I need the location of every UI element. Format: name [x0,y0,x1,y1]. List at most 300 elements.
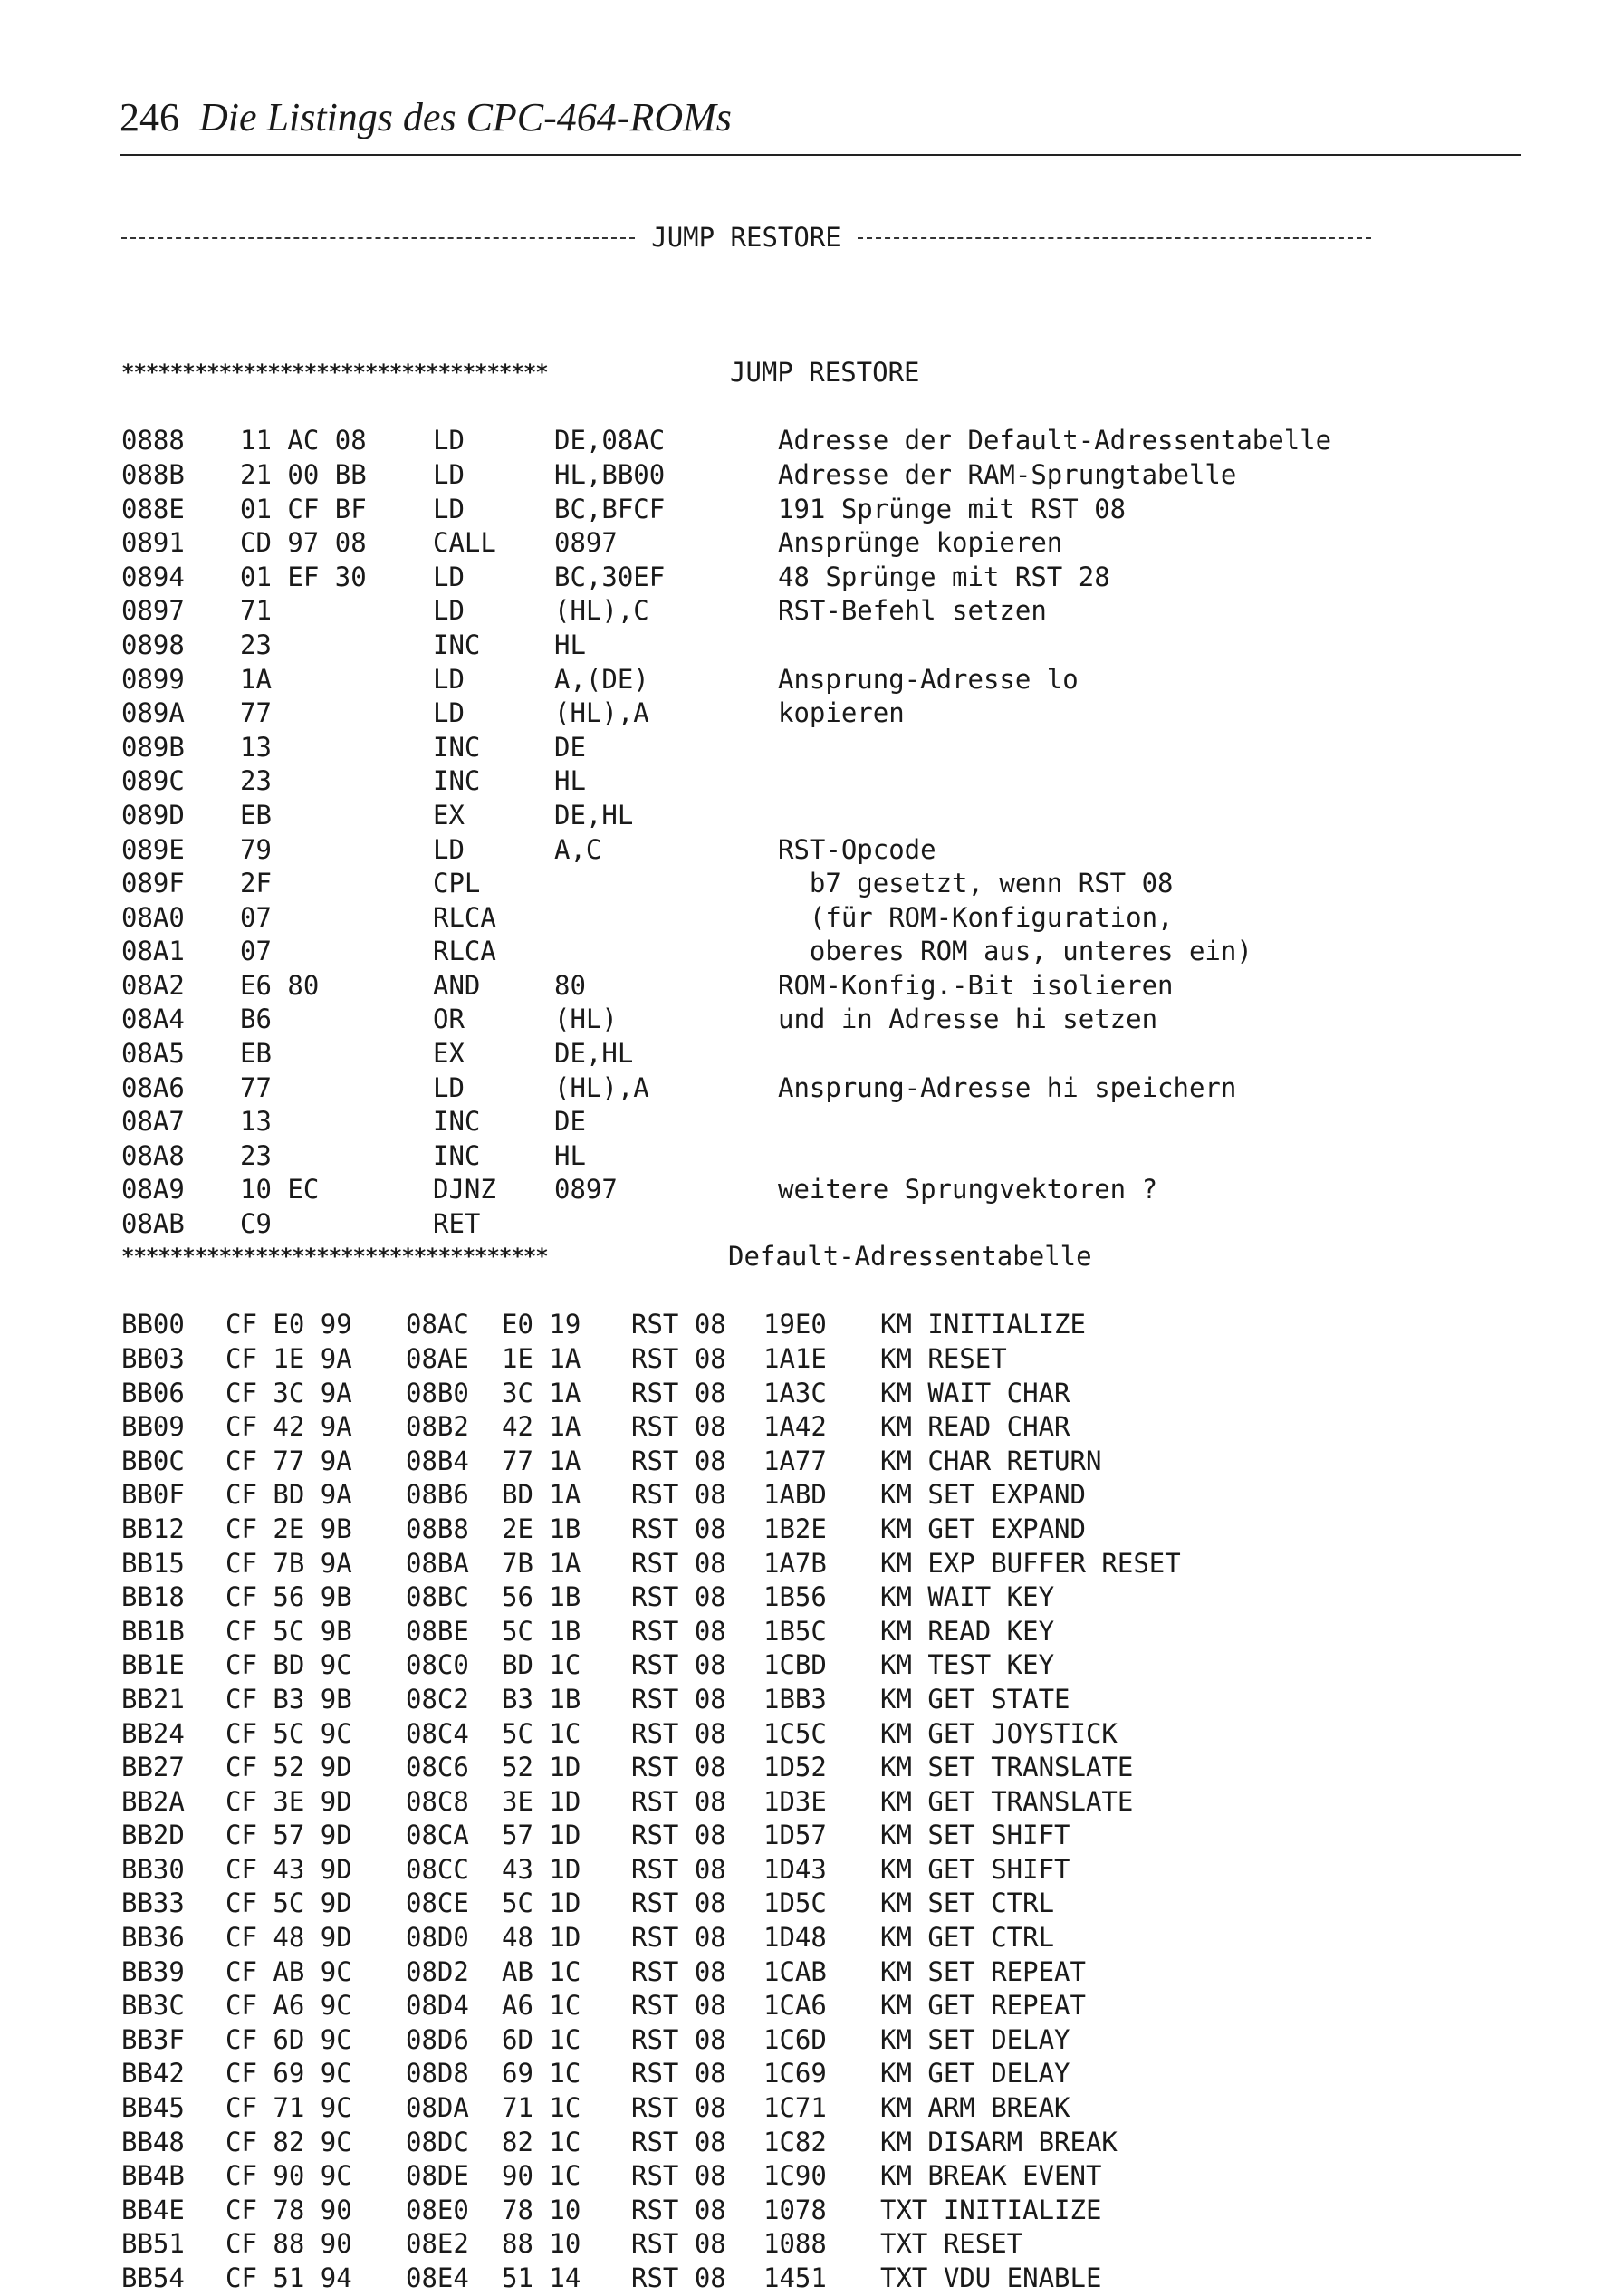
table-address: 08BC [406,1581,469,1613]
target-address: 1ABD [763,1479,827,1511]
jump-bytes: CF 51 94 [225,2262,352,2293]
jump-bytes: CF B3 9B [225,1683,352,1715]
table-row [121,1410,1070,1445]
table-heading: Default-Adressentabelle [728,1241,1092,1273]
rst-instruction: RST 08 [631,2194,726,2225]
operand: DE,HL [554,1038,634,1070]
routine-name: KM DISARM BREAK [880,2126,1118,2157]
table-address: 08D0 [406,1922,469,1954]
table-bytes: 77 1A [502,1445,581,1476]
operand: (HL),A [554,697,649,729]
routine-name: KM READ KEY [880,1615,1055,1647]
routine-name: TXT VDU ENABLE [880,2262,1102,2293]
operand: (HL),C [554,595,649,627]
table-bytes: 71 1C [502,2092,581,2124]
rst-instruction: RST 08 [631,1513,726,1544]
jump-address: BB51 [121,2228,185,2260]
target-address: 1A7B [763,1547,827,1579]
listing-row [121,526,1063,561]
jump-address: BB45 [121,2092,185,2124]
routine-name: KM GET TRANSLATE [880,1785,1134,1817]
target-address: 1C90 [763,2160,827,2192]
table-address: 08AC [406,1309,469,1340]
jump-restore-listing [121,288,1332,1242]
target-address: 1088 [763,2228,827,2260]
jump-address: BB48 [121,2126,185,2157]
listing-row [121,731,586,765]
table-row [121,1342,1007,1377]
mnemonic: RLCA [433,936,496,967]
table-address: 08D6 [406,2023,469,2055]
jump-bytes: CF 6D 9C [225,2023,352,2055]
operand: 0897 [554,527,618,559]
address: 088E [121,493,185,524]
address: 089E [121,833,185,865]
address: 089C [121,765,185,797]
comment: 48 Sprünge mit RST 28 [778,561,1110,592]
target-address: 1CBD [763,1649,827,1681]
routine-name: KM SET EXPAND [880,1479,1086,1511]
target-address: 1C71 [763,2092,827,2124]
routine-name: KM GET EXPAND [880,1513,1086,1544]
operand: 0897 [554,1174,618,1206]
jump-bytes: CF E0 99 [225,1309,352,1340]
table-row [121,1377,1070,1411]
table-bytes: 90 1C [502,2160,581,2192]
operand: DE [554,731,586,763]
address: 08A0 [121,901,185,933]
jump-bytes: CF BD 9A [225,1479,352,1511]
table-bytes: 3C 1A [502,1377,581,1408]
mnemonic: EX [433,1038,465,1070]
operand: DE,HL [554,799,634,831]
table-address: 08BA [406,1547,469,1579]
target-address: 1C5C [763,1717,827,1749]
jump-bytes: CF AB 9C [225,1955,352,1987]
jump-address: BB1B [121,1615,185,1647]
routine-name: KM TEST KEY [880,1649,1055,1681]
comment: und in Adresse hi setzen [778,1004,1158,1035]
jump-bytes: CF 69 9C [225,2058,352,2089]
jump-address: BB33 [121,1888,185,1919]
address: 0894 [121,561,185,592]
jump-bytes: CF 1E 9A [225,1342,352,1374]
routine-name: TXT RESET [880,2228,1023,2260]
listing-row [121,901,1174,936]
listing-header-row [121,356,920,390]
mnemonic: DJNZ [433,1174,496,1206]
table-header-row [121,1240,1092,1274]
jump-address: BB27 [121,1752,185,1783]
table-bytes: B3 1B [502,1683,581,1715]
target-address: 1A77 [763,1445,827,1476]
operand: A,(DE) [554,663,649,695]
jump-address: BB42 [121,2058,185,2089]
mnemonic: INC [433,765,481,797]
target-address: 1D5C [763,1888,827,1919]
jump-bytes: CF BD 9C [225,1649,352,1681]
operand: HL [554,629,586,660]
jump-address: BB3C [121,1990,185,2022]
rst-instruction: RST 08 [631,1649,726,1681]
jump-address: BB00 [121,1309,185,1340]
jump-address: BB3F [121,2023,185,2055]
target-address: 1CA6 [763,1990,827,2022]
mnemonic: LD [433,595,465,627]
table-address: 08CA [406,1820,469,1851]
mnemonic: LD [433,561,465,592]
address: 08A2 [121,969,185,1001]
jump-address: BB03 [121,1342,185,1374]
opcode-bytes: 1A [240,663,272,695]
page-header [120,89,1521,147]
jump-bytes: CF 90 9C [225,2160,352,2192]
routine-name: KM GET JOYSTICK [880,1717,1118,1749]
listing-row [121,629,586,663]
table-address: 08DE [406,2160,469,2192]
operand: BC,30EF [554,561,666,592]
running-title: Die Listings des CPC-464-ROMs [199,95,732,139]
mnemonic: LD [433,458,465,490]
operand: DE [554,1106,586,1138]
address: 0899 [121,663,185,695]
rst-instruction: RST 08 [631,1615,726,1647]
operand: DE,08AC [554,425,666,456]
operand: HL [554,1139,586,1171]
routine-name: KM CHAR RETURN [880,1445,1102,1476]
jump-bytes: CF 82 9C [225,2126,352,2157]
table-address: 08BE [406,1615,469,1647]
table-address: 08DA [406,2092,469,2124]
routine-name: KM GET STATE [880,1683,1070,1715]
address: 0897 [121,595,185,627]
opcode-bytes: 07 [240,936,272,967]
operand: HL [554,765,586,797]
table-address: 08D4 [406,1990,469,2022]
jump-bytes: CF A6 9C [225,1990,352,2022]
table-bytes: 5C 1B [502,1615,581,1647]
opcode-bytes: 01 EF 30 [240,561,367,592]
mnemonic: LD [433,697,465,729]
comment: Adresse der RAM-Sprungtabelle [778,458,1237,490]
jump-address: BB0C [121,1445,185,1476]
mnemonic: AND [433,969,481,1001]
rst-instruction: RST 08 [631,1990,726,2022]
jump-address: BB2D [121,1820,185,1851]
rst-instruction: RST 08 [631,2092,726,2124]
table-address: 08B4 [406,1445,469,1476]
routine-name: KM GET DELAY [880,2058,1070,2089]
routine-name: KM ARM BREAK [880,2092,1070,2124]
listing-row [121,1003,1158,1037]
table-row [121,1785,1134,1820]
listing-row [121,833,936,868]
jump-bytes: CF 42 9A [225,1411,352,1443]
rst-instruction: RST 08 [631,1309,726,1340]
jump-address: BB30 [121,1853,185,1885]
table-bytes: BD 1A [502,1479,581,1511]
target-address: 1BB3 [763,1683,827,1715]
mnemonic: INC [433,1139,481,1171]
table-bytes: 48 1D [502,1922,581,1954]
routine-name: KM SET REPEAT [880,1955,1086,1987]
mnemonic: RET [433,1208,481,1240]
jump-bytes: CF 57 9D [225,1820,352,1851]
comment: kopieren [778,697,905,729]
jump-address: BB39 [121,1955,185,1987]
address: 0888 [121,425,185,456]
table-bytes: 69 1C [502,2058,581,2089]
mnemonic: CPL [433,868,481,899]
jump-address: BB18 [121,1581,185,1613]
page-number: 246 [120,95,179,139]
jump-bytes: CF 43 9D [225,1853,352,1885]
routine-name: KM GET CTRL [880,1922,1055,1954]
table-address: 08CC [406,1853,469,1885]
table-address: 08E4 [406,2262,469,2293]
table-address: 08E2 [406,2228,469,2260]
table-bytes: 1E 1A [502,1342,581,1374]
rst-instruction: RST 08 [631,2126,726,2157]
address: 088B [121,458,185,490]
target-address: 1C69 [763,2058,827,2089]
target-address: 1D57 [763,1820,827,1851]
jump-bytes: CF 5C 9D [225,1888,352,1919]
rst-instruction: RST 08 [631,2023,726,2055]
comment: RST-Opcode [778,833,936,865]
opcode-bytes: EB [240,799,272,831]
jump-address: BB0F [121,1479,185,1511]
comment: weitere Sprungvektoren ? [778,1174,1158,1206]
address: 08A4 [121,1004,185,1035]
address: 08A7 [121,1106,185,1138]
jump-bytes: CF 7B 9A [225,1547,352,1579]
opcode-bytes: 01 CF BF [240,493,367,524]
target-address: 1B56 [763,1581,827,1613]
opcode-bytes: B6 [240,1004,272,1035]
table-bytes: 56 1B [502,1581,581,1613]
listing-row [121,458,1237,493]
table-row [121,2227,1023,2262]
listing-row [121,696,905,731]
dash-rule-right [858,237,1371,239]
header-rule [120,154,1521,156]
listing-row [121,764,586,799]
opcode-bytes: 23 [240,1139,272,1171]
jump-bytes: CF 71 9C [225,2092,352,2124]
listing-row [121,799,634,833]
opcode-bytes: CD 97 08 [240,527,367,559]
table-row [121,1955,1086,1990]
table-bytes: 52 1D [502,1752,581,1783]
jump-address: BB2A [121,1785,185,1817]
target-address: 19E0 [763,1309,827,1340]
opcode-bytes: 2F [240,868,272,899]
jump-address: BB54 [121,2262,185,2293]
mnemonic: INC [433,731,481,763]
jump-bytes: CF 56 9B [225,1581,352,1613]
table-row [121,1717,1118,1752]
section-title-label: JUMP RESTORE [651,222,841,254]
rst-instruction: RST 08 [631,1377,726,1408]
table-address: 08C8 [406,1785,469,1817]
rst-instruction: RST 08 [631,1683,726,1715]
table-row [121,1751,1134,1785]
routine-name: KM SET DELAY [880,2023,1070,2055]
routine-name: KM SET TRANSLATE [880,1752,1134,1783]
address: 0891 [121,527,185,559]
listing-row [121,1071,1237,1106]
routine-name: KM BREAK EVENT [880,2160,1102,2192]
jump-bytes: CF 3C 9A [225,1377,352,1408]
table-row [121,1819,1070,1853]
table-address: 08C6 [406,1752,469,1783]
opcode-bytes: 21 00 BB [240,458,367,490]
listing-row [121,1139,586,1174]
table-bytes: 43 1D [502,1853,581,1885]
target-address: 1D43 [763,1853,827,1885]
jump-address: BB09 [121,1411,185,1443]
rst-instruction: RST 08 [631,1785,726,1817]
rst-instruction: RST 08 [631,1820,726,1851]
jump-bytes: CF 77 9A [225,1445,352,1476]
table-address: 08CE [406,1888,469,1919]
table-row [121,1308,1086,1342]
table-bytes: 57 1D [502,1820,581,1851]
mnemonic: LD [433,833,465,865]
table-bytes: 5C 1C [502,1717,581,1749]
routine-name: KM READ CHAR [880,1411,1070,1443]
table-row [121,1445,1102,1479]
rst-instruction: RST 08 [631,1342,726,1374]
listing-row [121,1105,586,1139]
opcode-bytes: 77 [240,1071,272,1103]
target-address: 1451 [763,2262,827,2293]
table-row [121,2023,1070,2058]
mnemonic: LD [433,663,465,695]
comment: Ansprünge kopieren [778,527,1063,559]
listing-heading: JUMP RESTORE [730,357,920,389]
dash-rule-left [121,237,635,239]
routine-name: TXT INITIALIZE [880,2194,1102,2225]
address: 08A1 [121,936,185,967]
comment: Adresse der Default-Adressentabelle [778,425,1332,456]
rst-instruction: RST 08 [631,1853,726,1885]
target-address: 1B5C [763,1615,827,1647]
table-row [121,1580,1055,1615]
listing-row [121,1037,634,1071]
rst-instruction: RST 08 [631,1955,726,1987]
mnemonic: EX [433,799,465,831]
rst-instruction: RST 08 [631,2228,726,2260]
listing-row [121,867,1174,901]
operand: A,C [554,833,602,865]
comment: b7 gesetzt, wenn RST 08 [778,868,1174,899]
operand: BC,BFCF [554,493,666,524]
comment: 191 Sprünge mit RST 08 [778,493,1127,524]
jump-bytes: CF 48 9D [225,1922,352,1954]
table-bytes: A6 1C [502,1990,581,2022]
rst-instruction: RST 08 [631,1547,726,1579]
asterisk-rule: *********************************** [121,360,548,386]
table-bytes: 51 14 [502,2262,581,2293]
table-row [121,2091,1070,2126]
address: 08AB [121,1208,185,1240]
operand: (HL) [554,1004,618,1035]
listing-row [121,935,1252,969]
mnemonic: LD [433,425,465,456]
table-bytes: E0 19 [502,1309,581,1340]
routine-name: KM SET SHIFT [880,1820,1070,1851]
jump-address: BB4B [121,2160,185,2192]
rst-instruction: RST 08 [631,1445,726,1476]
jump-address: BB36 [121,1922,185,1954]
address: 089F [121,868,185,899]
opcode-bytes: 23 [240,765,272,797]
jump-address: BB4E [121,2194,185,2225]
table-bytes: 3E 1D [502,1785,581,1817]
table-bytes: 78 10 [502,2194,581,2225]
jump-bytes: CF 2E 9B [225,1513,352,1544]
jump-bytes: CF 88 90 [225,2228,352,2260]
mnemonic: CALL [433,527,496,559]
listing-row [121,561,1110,595]
table-row [121,1513,1086,1547]
comment: ROM-Konfig.-Bit isolieren [778,969,1174,1001]
table-row [121,1887,1055,1921]
table-row [121,1648,1055,1683]
opcode-bytes: 23 [240,629,272,660]
jump-bytes: CF 3E 9D [225,1785,352,1817]
target-address: 1CAB [763,1955,827,1987]
rst-instruction: RST 08 [631,2058,726,2089]
address: 0898 [121,629,185,660]
jump-address: BB24 [121,1717,185,1749]
table-address: 08D2 [406,1955,469,1987]
target-address: 1A1E [763,1342,827,1374]
table-bytes: 6D 1C [502,2023,581,2055]
comment: (für ROM-Konfiguration, [778,901,1174,933]
rst-instruction: RST 08 [631,1581,726,1613]
address: 089B [121,731,185,763]
mnemonic: OR [433,1004,465,1035]
opcode-bytes: 11 AC 08 [240,425,367,456]
jump-address: BB1E [121,1649,185,1681]
address: 089D [121,799,185,831]
table-address: 08C2 [406,1683,469,1715]
rst-instruction: RST 08 [631,1752,726,1783]
operand: 80 [554,969,586,1001]
table-address: 08C4 [406,1717,469,1749]
table-address: 08B2 [406,1411,469,1443]
target-address: 1B2E [763,1513,827,1544]
table-address: 08B6 [406,1479,469,1511]
address: 08A6 [121,1071,185,1103]
table-row [121,2262,1102,2296]
table-row [121,1853,1070,1888]
jump-bytes: CF 52 9D [225,1752,352,1783]
table-address: 08B0 [406,1377,469,1408]
routine-name: KM WAIT KEY [880,1581,1055,1613]
target-address: 1A42 [763,1411,827,1443]
table-bytes: BD 1C [502,1649,581,1681]
table-row [121,1615,1055,1649]
routine-name: KM WAIT CHAR [880,1377,1070,1408]
jump-bytes: CF 5C 9C [225,1717,352,1749]
target-address: 1C82 [763,2126,827,2157]
rst-instruction: RST 08 [631,1717,726,1749]
listing-row [121,493,1127,527]
